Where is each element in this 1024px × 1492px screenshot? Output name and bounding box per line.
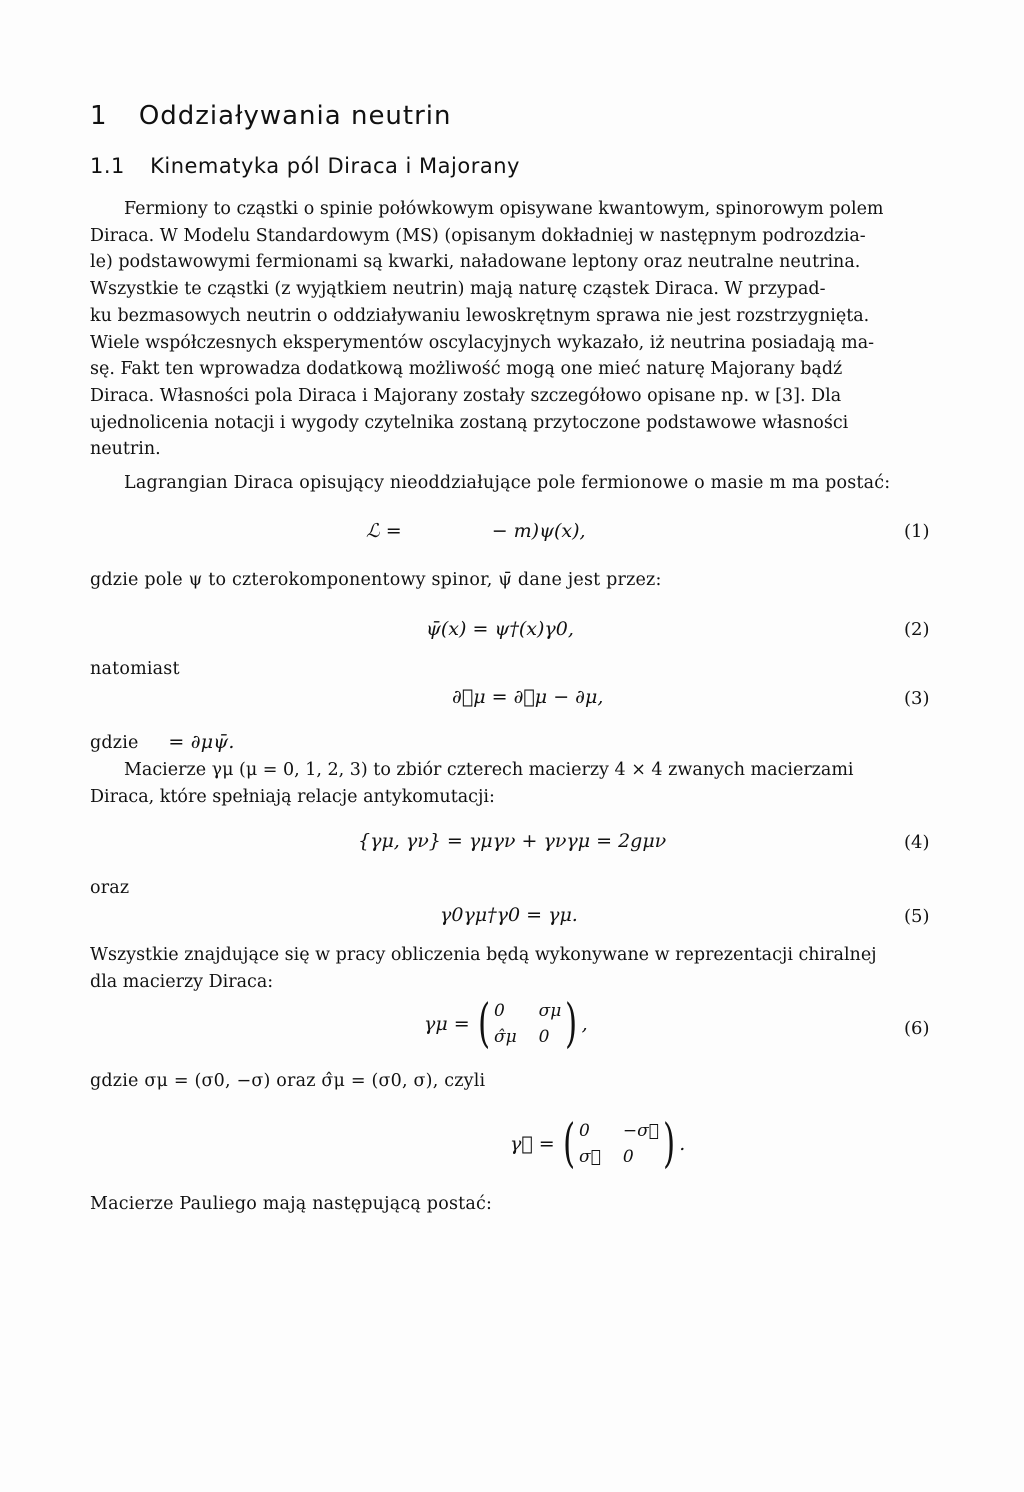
paragraph-intro: [90, 196, 933, 463]
equation-7: [510, 1114, 686, 1174]
text-line: sę. Fakt ten wprowadza dodatkową możliwość mogą one mieć naturę Majorany bądź: [90, 359, 843, 380]
eq6-matrix: [494, 1001, 561, 1047]
text-line: dla macierzy Diraca:: [90, 971, 274, 992]
equation-number-5: (5): [904, 906, 930, 927]
equation-4: {γμ, γν} = γμγν + γνγμ = 2gμν: [358, 830, 667, 852]
eq6-lhs: γμ =: [424, 1013, 470, 1035]
text-line: Wszystkie znajdujące się w pracy obliczenia będą wykonywane w reprezentacji chiralnej: [90, 945, 877, 965]
equation-2: ψ̄(x) = ψ†(x)γ0,: [426, 618, 574, 640]
left-paren: (: [477, 994, 490, 1054]
text-line: ujednolicenia notacji i wygody czytelnika zostaną przytoczone podstawowe własności: [90, 412, 849, 433]
matrix-cell: 0: [579, 1121, 590, 1141]
equation-1: [366, 520, 586, 542]
paragraph-lagrangian: Lagrangian Diraca opisujący nieoddziałujące pole fermionowe o masie m ma postać:: [124, 473, 891, 493]
text-line: Diraca. Własności pola Diraca i Majorany zostały szczegółowo opisane np. w [3]. Dla: [90, 385, 842, 406]
matrix-cell: σ⃗: [579, 1147, 601, 1167]
matrix-cell: 0: [622, 1147, 634, 1167]
text-pauli: Macierze Pauliego mają następującą postać:: [90, 1194, 493, 1214]
text-spinor: gdzie pole ψ to czterokomponentowy spinor, ψ̄ dane jest przez:: [90, 570, 662, 590]
eq7-lhs: γ⃗ =: [510, 1133, 555, 1155]
paragraph-chiral: [90, 942, 933, 995]
text-gdzie: [90, 731, 235, 753]
matrix-cell: 0: [538, 1027, 550, 1047]
paragraph-dirac-matrices: [90, 757, 933, 810]
text-sigma: gdzie σμ = (σ0, −σ) oraz σ̂μ = (σ0, σ), czyli: [90, 1071, 486, 1091]
text-line: ku bezmasowych neutrin o oddziaływaniu lewoskrętnym sprawa nie jest rozstrzygnięta.: [90, 305, 870, 326]
text-gdzie-math: = ∂μψ̄.: [168, 731, 235, 753]
eq7-matrix: [579, 1121, 659, 1167]
equation-number-2: (2): [904, 619, 930, 640]
eq1-lhs: ℒ =: [366, 520, 402, 542]
text-line: neutrin.: [90, 439, 161, 460]
section-heading: [90, 101, 452, 131]
right-paren: ): [565, 994, 578, 1054]
matrix-cell: σ̂μ: [493, 1027, 517, 1047]
text-natomiast: natomiast: [90, 659, 180, 679]
text-gdzie-word: gdzie: [90, 733, 139, 753]
subsection-title: Kinematyka pól Diraca i Majorany: [150, 154, 520, 178]
matrix-cell: −σ⃗: [622, 1121, 659, 1141]
eq7-tail: .: [679, 1133, 686, 1155]
matrix-cell: σμ: [538, 1001, 562, 1021]
eq1-rhs: − m)ψ(x),: [491, 520, 586, 542]
text-line: Macierze γμ (μ = 0, 1, 2, 3) to zbiór czterech macierzy 4 × 4 zwanych macierzami: [124, 760, 854, 780]
left-paren: (: [562, 1114, 575, 1174]
eq6-tail: ,: [581, 1013, 588, 1035]
text-line: Diraca. W Modelu Standardowym (MS) (opisanym dokładniej w następnym podrozdzia-: [90, 225, 866, 246]
subsection-number: 1.1: [90, 154, 125, 178]
equation-3: ∂⃡μ = ∂⃗μ − ∂μ,: [452, 686, 604, 708]
equation-5: γ0γμ†γ0 = γμ.: [440, 904, 578, 926]
equation-number-3: (3): [904, 688, 930, 709]
text-line: le) podstawowymi fermionami są kwarki, naładowane leptony oraz neutralne neutrina.: [90, 252, 861, 273]
equation-6: [424, 994, 588, 1054]
equation-number-6: (6): [904, 1018, 930, 1039]
equation-number-4: (4): [904, 832, 930, 853]
section-number: 1: [90, 101, 108, 131]
section-title: Oddziaływania neutrin: [138, 101, 452, 131]
text-line: Wszystkie te cząstki (z wyjątkiem neutrin) mają naturę cząstek Diraca. W przypad-: [90, 279, 826, 300]
matrix-cell: 0: [493, 1001, 505, 1021]
text-line: Diraca, które spełniają relacje antykomutacji:: [90, 786, 495, 807]
subsection-heading: [90, 154, 520, 178]
text-line: Wiele współczesnych eksperymentów oscylacyjnych wykazało, iż neutrina posiadają ma-: [90, 332, 875, 353]
text-oraz: oraz: [90, 878, 130, 898]
equation-number-1: (1): [904, 521, 930, 542]
right-paren: ): [662, 1114, 676, 1174]
text-line: Fermiony to cząstki o spinie połówkowym opisywane kwantowym, spinorowym polem: [124, 199, 884, 219]
